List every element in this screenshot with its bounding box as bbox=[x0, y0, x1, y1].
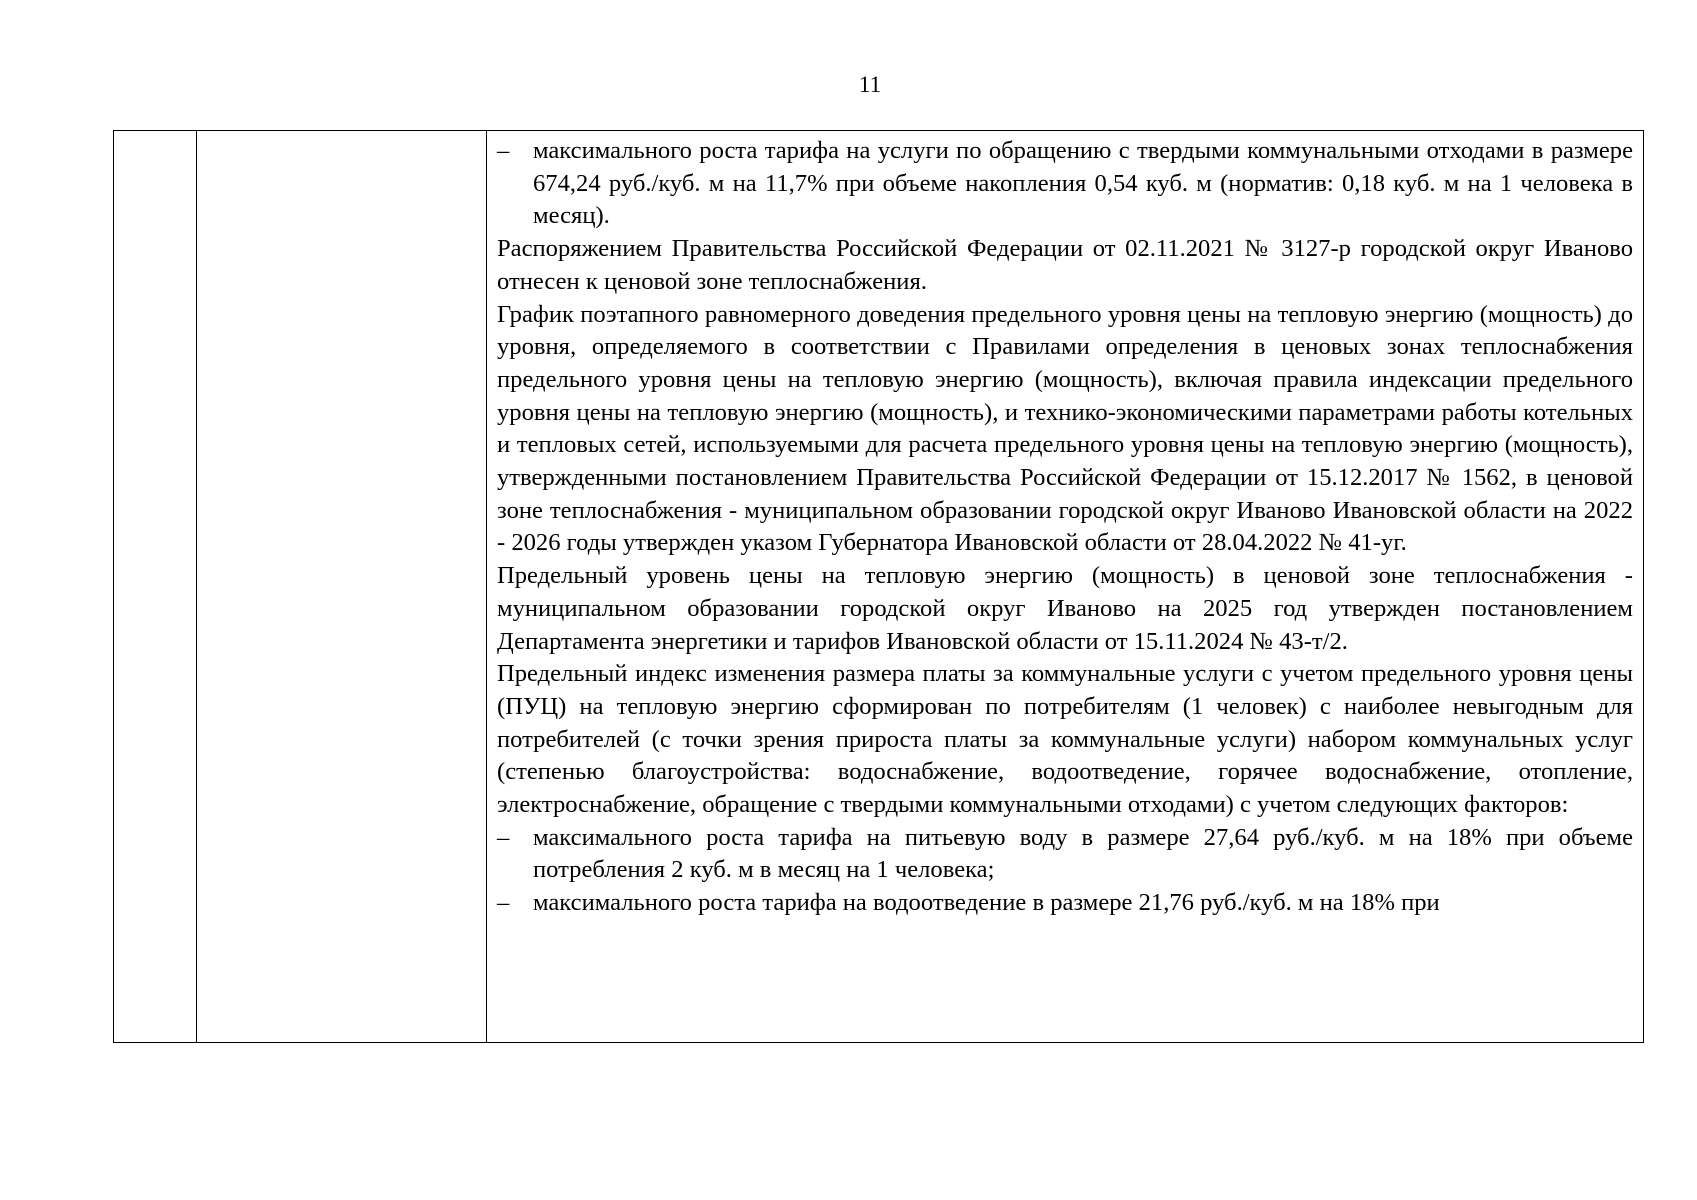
bullet-dash: – bbox=[497, 137, 510, 164]
paragraph: Предельный уровень цены на тепловую энергию (мощность) в ценовой зоне теплоснабжения - муниципальном образовании городской округ Иваново на 2025 год утвержден постановлением Департамента энергетики и тарифов Ивановской области от 15.11.2024 № 43-т/2. bbox=[497, 562, 1633, 655]
paragraph: Распоряжением Правительства Российской Федерации от 02.11.2021 № 3127-р городской округ Иваново отнесен к ценовой зоне теплоснабжения. bbox=[497, 235, 1633, 295]
cell-text bbox=[487, 131, 1643, 920]
table-cell-number bbox=[114, 131, 197, 1043]
bullet-dash: – bbox=[497, 889, 510, 917]
table-cell-name bbox=[197, 131, 487, 1043]
bullet-text: максимального роста тарифа на водоотведение в размере 21,76 руб./куб. м на 18% при bbox=[533, 889, 1440, 917]
table-row bbox=[114, 131, 1644, 1043]
bullet-item bbox=[497, 135, 1633, 233]
document-table bbox=[113, 130, 1644, 1043]
paragraph: Предельный индекс изменения размера платы за коммунальные услуги с учетом предельного уровня цены (ПУЦ) на тепловую энергию сформирован по потребителям (1 человек) с наиболее невыгодным для потребителей (с точки зрения прироста платы за коммунальные услуги) набором коммунальных услуг (степенью благоустройства: водоснабжение, водоотведение, горячее водоснабжение, отопление, электроснабжение, обращение с твердыми коммунальными отходами) с учетом следующих факторов: bbox=[497, 660, 1633, 819]
paragraph: График поэтапного равномерного доведения предельного уровня цены на тепловую энергию (мощность) до уровня, определяемого в соответствии с Правилами определения в ценовых зонах теплоснабжения предельного уровня цены на тепловую энергию (мощность), включая правила индексации предельного уровня цены на тепловую энергию (мощность), и технико-экономическими параметрами работы котельных и тепловых сетей, используемыми для расчета предельного уровня цены на тепловую энергию (мощность), утвержденными постановлением Правительства Российской Федерации от 15.12.2017 № 1562, в ценовой зоне теплоснабжения - муниципальном образовании городской округ Иваново Ивановской области на 2022 - 2026 годы утвержден указом Губернатора Ивановской области от 28.04.2022 № 41-уг. bbox=[497, 300, 1633, 557]
bullet-text: максимального роста тарифа на услуги по обращению с твердыми коммунальными отходами в размере 674,24 руб./куб. м на 11,7% при объеме накопления 0,54 куб. м (норматив: 0,18 куб. м на 1 человека в месяц). bbox=[533, 137, 1633, 230]
bullet-item bbox=[497, 822, 1633, 887]
page-number: 11 bbox=[858, 72, 882, 97]
bullet-text: максимального роста тарифа на питьевую воду в размере 27,64 руб./куб. м на 18% при объеме потребления 2 куб. м в месяц на 1 человека; bbox=[533, 823, 1633, 884]
bullet-item bbox=[497, 887, 1633, 920]
table-cell-content bbox=[487, 131, 1644, 1043]
bullet-dash: – bbox=[497, 823, 510, 851]
